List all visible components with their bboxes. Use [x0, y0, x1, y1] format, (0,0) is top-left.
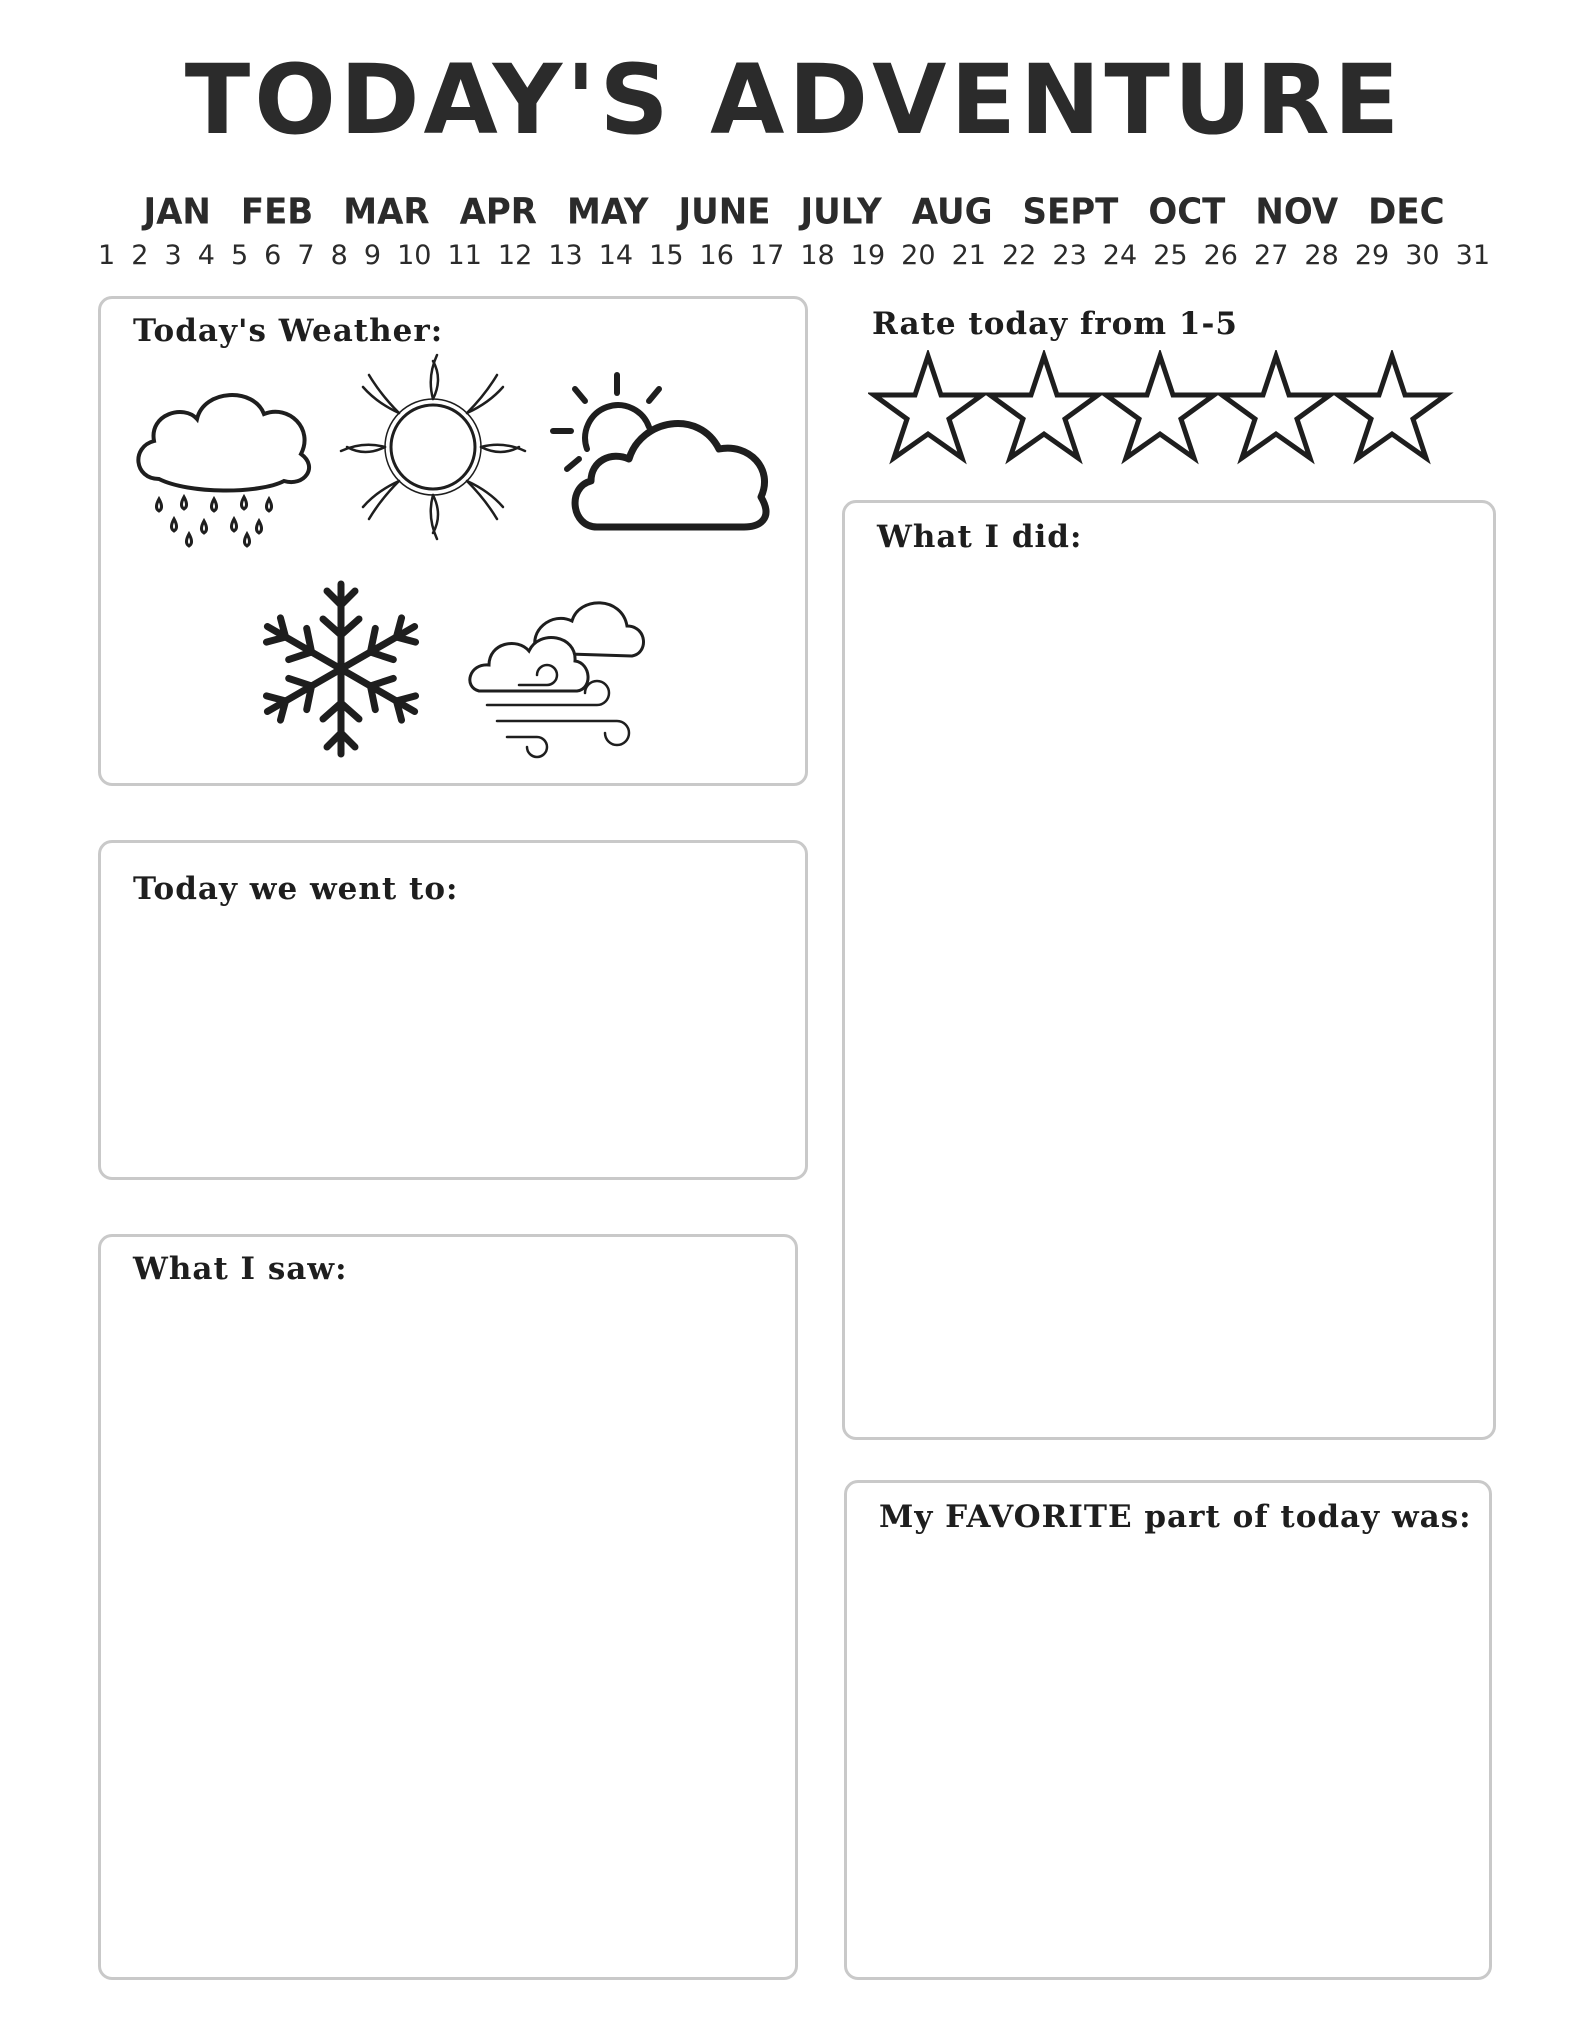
month-option[interactable]: JAN	[143, 191, 211, 233]
day-option[interactable]: 2	[131, 240, 149, 271]
day-option[interactable]: 21	[951, 240, 986, 271]
day-option[interactable]: 7	[297, 240, 315, 271]
rating-stars	[868, 350, 1468, 470]
day-option[interactable]: 13	[548, 240, 583, 271]
rating-star-2[interactable]	[990, 356, 1098, 458]
day-option[interactable]: 28	[1304, 240, 1339, 271]
day-selector	[98, 240, 1490, 271]
rating-star-4[interactable]	[1222, 356, 1330, 458]
partly-cloudy-icon[interactable]	[549, 369, 779, 539]
month-option[interactable]: MAR	[343, 191, 430, 233]
rain-cloud-icon[interactable]	[129, 369, 319, 549]
rating-label: Rate today from 1-5	[872, 306, 1238, 342]
day-option[interactable]: 10	[397, 240, 432, 271]
month-option[interactable]: AUG	[911, 191, 993, 233]
day-option[interactable]: 14	[598, 240, 634, 271]
day-option[interactable]: 30	[1405, 240, 1440, 271]
day-option[interactable]: 5	[230, 240, 249, 271]
day-option[interactable]: 17	[749, 240, 785, 271]
day-option[interactable]: 11	[447, 240, 482, 271]
did-box[interactable]	[842, 500, 1496, 1440]
favorite-box[interactable]	[844, 1480, 1492, 1980]
day-option[interactable]: 24	[1102, 240, 1138, 271]
month-option[interactable]: JUNE	[678, 191, 771, 233]
snowflake-icon[interactable]	[251, 574, 431, 764]
rating-star-3[interactable]	[1106, 356, 1214, 458]
day-option[interactable]: 18	[800, 240, 835, 271]
day-option[interactable]: 25	[1153, 240, 1188, 271]
did-label: What I did:	[877, 519, 1083, 555]
went-to-box[interactable]	[98, 840, 808, 1180]
sun-icon[interactable]	[333, 347, 533, 547]
month-option[interactable]: OCT	[1148, 191, 1226, 233]
day-option[interactable]: 22	[1001, 240, 1037, 271]
saw-box[interactable]	[98, 1234, 798, 1980]
day-option[interactable]: 23	[1052, 240, 1087, 271]
month-option[interactable]: SEPT	[1022, 191, 1119, 233]
day-option[interactable]: 31	[1455, 240, 1490, 271]
day-option[interactable]: 8	[330, 240, 348, 271]
month-option[interactable]: FEB	[240, 191, 314, 233]
month-option[interactable]: APR	[459, 191, 537, 233]
day-option[interactable]: 3	[164, 240, 182, 271]
rating-star-5[interactable]	[1338, 356, 1446, 458]
favorite-label: My FAVORITE part of today was:	[879, 1499, 1472, 1535]
windy-cloud-icon[interactable]	[467, 581, 647, 761]
page-title: TODAY'S ADVENTURE	[184, 44, 1404, 156]
day-option[interactable]: 9	[363, 240, 382, 271]
day-option[interactable]: 29	[1354, 240, 1390, 271]
rating-star-1[interactable]	[874, 356, 982, 458]
day-option[interactable]: 26	[1203, 240, 1238, 271]
went-to-label: Today we went to:	[133, 871, 459, 907]
day-option[interactable]: 4	[197, 240, 215, 271]
day-option[interactable]: 16	[699, 240, 734, 271]
day-option[interactable]: 12	[497, 240, 533, 271]
day-option[interactable]: 20	[901, 240, 936, 271]
day-option[interactable]: 19	[850, 240, 886, 271]
day-option[interactable]: 1	[98, 240, 116, 271]
month-option[interactable]: JULY	[800, 191, 882, 233]
day-option[interactable]: 6	[264, 240, 282, 271]
month-selector	[0, 191, 1588, 233]
weather-box	[98, 296, 808, 786]
month-option[interactable]: MAY	[566, 191, 649, 233]
day-option[interactable]: 15	[649, 240, 684, 271]
saw-label: What I saw:	[133, 1251, 348, 1287]
month-option[interactable]: NOV	[1255, 191, 1339, 233]
day-option[interactable]: 27	[1254, 240, 1289, 271]
weather-label: Today's Weather:	[133, 313, 444, 349]
month-option[interactable]: DEC	[1368, 191, 1445, 233]
